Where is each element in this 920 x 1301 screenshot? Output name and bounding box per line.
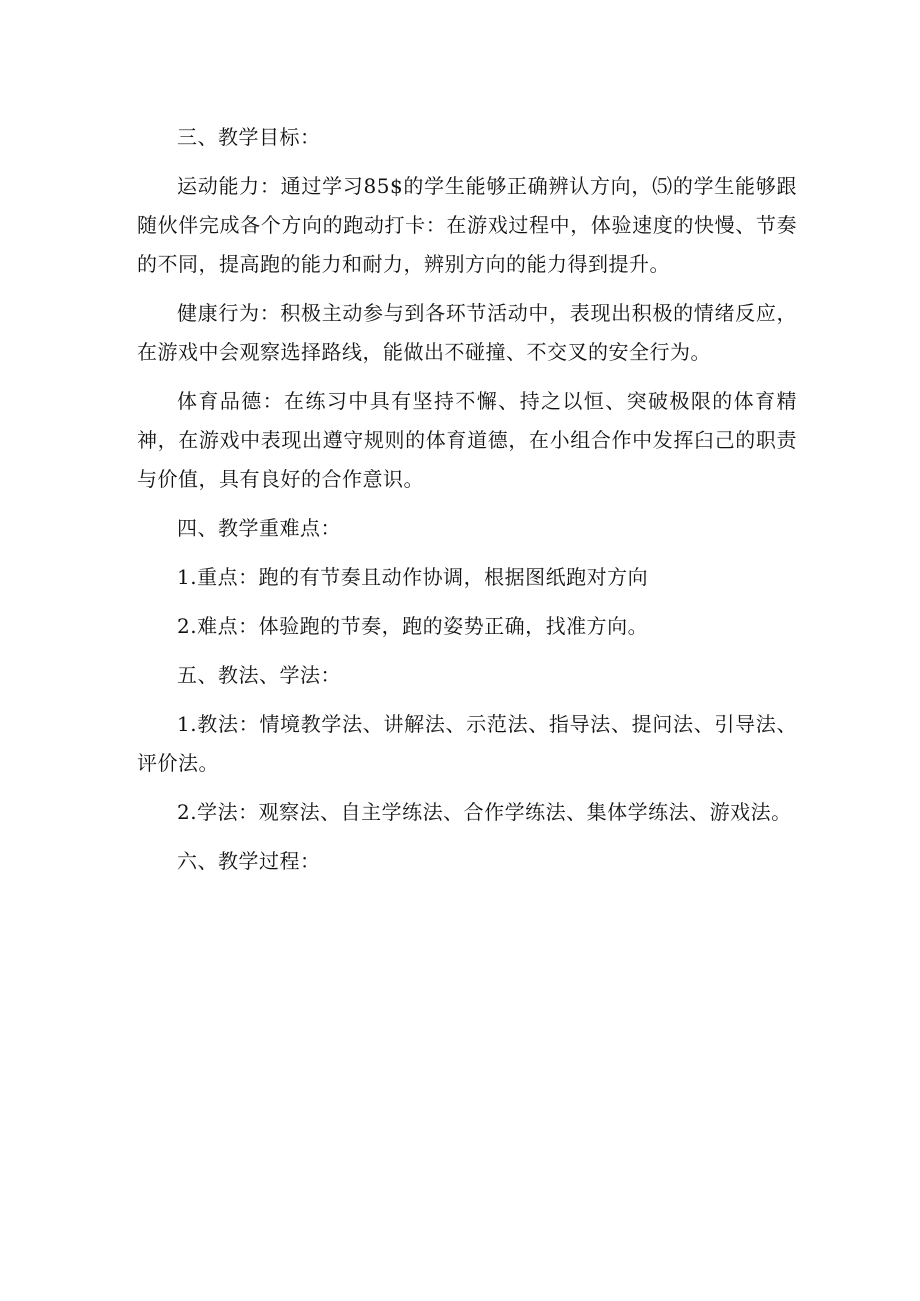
heading-teaching-objectives: 三、教学目标： [177, 125, 321, 149]
list-item-teaching-methods: 1.教法：情境教学法、讲解法、示范法、指导法、提问法、引导法、评价法。 [137, 712, 797, 775]
list-item-difficult-point: 2.难点：体验跑的节奏，跑的姿势正确，找准方向。 [177, 614, 649, 638]
list-item-key-point: 1.重点：跑的有节奏且动作协调，根据图纸跑对方向 [177, 565, 649, 589]
paragraph-motor-ability: 运动能力：通过学习85$的学生能够正确辨认方向，⑸的学生能够跟随伙伴完成各个方向的跑动打卡：在游戏过程中，体验速度的快慢、节奏的不同，提高跑的能力和耐力，辨别方向的能力得到提升。 [137, 174, 797, 276]
paragraph-health-behavior: 健康行为：积极主动参与到各环节活动中，表现出积极的情绪反应，在游戏中会观察选择路线，能做出不碰撞、不交叉的安全行为。 [137, 301, 797, 364]
paragraph-sports-morality: 体育品德：在练习中具有坚持不懈、持之以恒、突破极限的体育精神，在游戏中表现出遵守规则的体育道德，在小组合作中发挥臼己的职责与价值，具有良好的合作意识。 [137, 389, 797, 491]
heading-teaching-process: 六、教学过程： [177, 849, 321, 873]
heading-key-difficult-points: 四、教学重难点： [177, 516, 341, 540]
heading-teaching-learning-methods: 五、教法、学法： [177, 663, 341, 687]
document-body [137, 118, 797, 891]
list-item-learning-methods: 2.学法：观察法、自主学练法、合作学练法、集体学练法、游戏法。 [177, 800, 792, 824]
